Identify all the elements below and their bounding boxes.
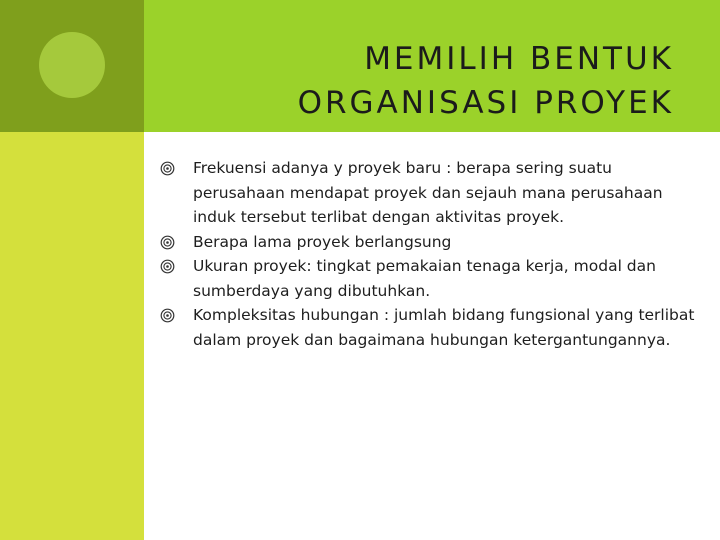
bullet-text: Kompleksitas hubungan : jumlah bidang fungsional yang terlibat dalam proyek dan bagaimana hubungan ketergantungannya.	[193, 306, 695, 349]
bullet-text: Berapa lama proyek berlangsung	[193, 232, 452, 251]
slide-title-line-1: MEMILIH BENTUK	[364, 40, 674, 77]
slide-title	[194, 37, 674, 125]
circle-bullet-icon	[160, 308, 175, 323]
bullet-list	[160, 156, 705, 352]
circle-bullet-icon	[160, 235, 175, 250]
slide-title-line-2: ORGANISASI PROYEK	[297, 84, 674, 121]
bullet-item	[160, 156, 705, 230]
decorative-circle	[39, 32, 105, 98]
circle-bullet-icon	[160, 259, 175, 274]
bullet-item	[160, 303, 705, 352]
bullet-text: Ukuran proyek: tingkat pemakaian tenaga kerja, modal dan sumberdaya yang dibutuhkan.	[193, 257, 656, 300]
bullet-text: Frekuensi adanya y proyek baru : berapa sering suatu perusahaan mendapat proyek dan sejauh mana perusahaan induk tersebut terlibat dengan aktivitas proyek.	[193, 159, 663, 226]
bullet-item	[160, 254, 705, 303]
circle-bullet-icon	[160, 161, 175, 176]
bullet-item	[160, 230, 705, 255]
